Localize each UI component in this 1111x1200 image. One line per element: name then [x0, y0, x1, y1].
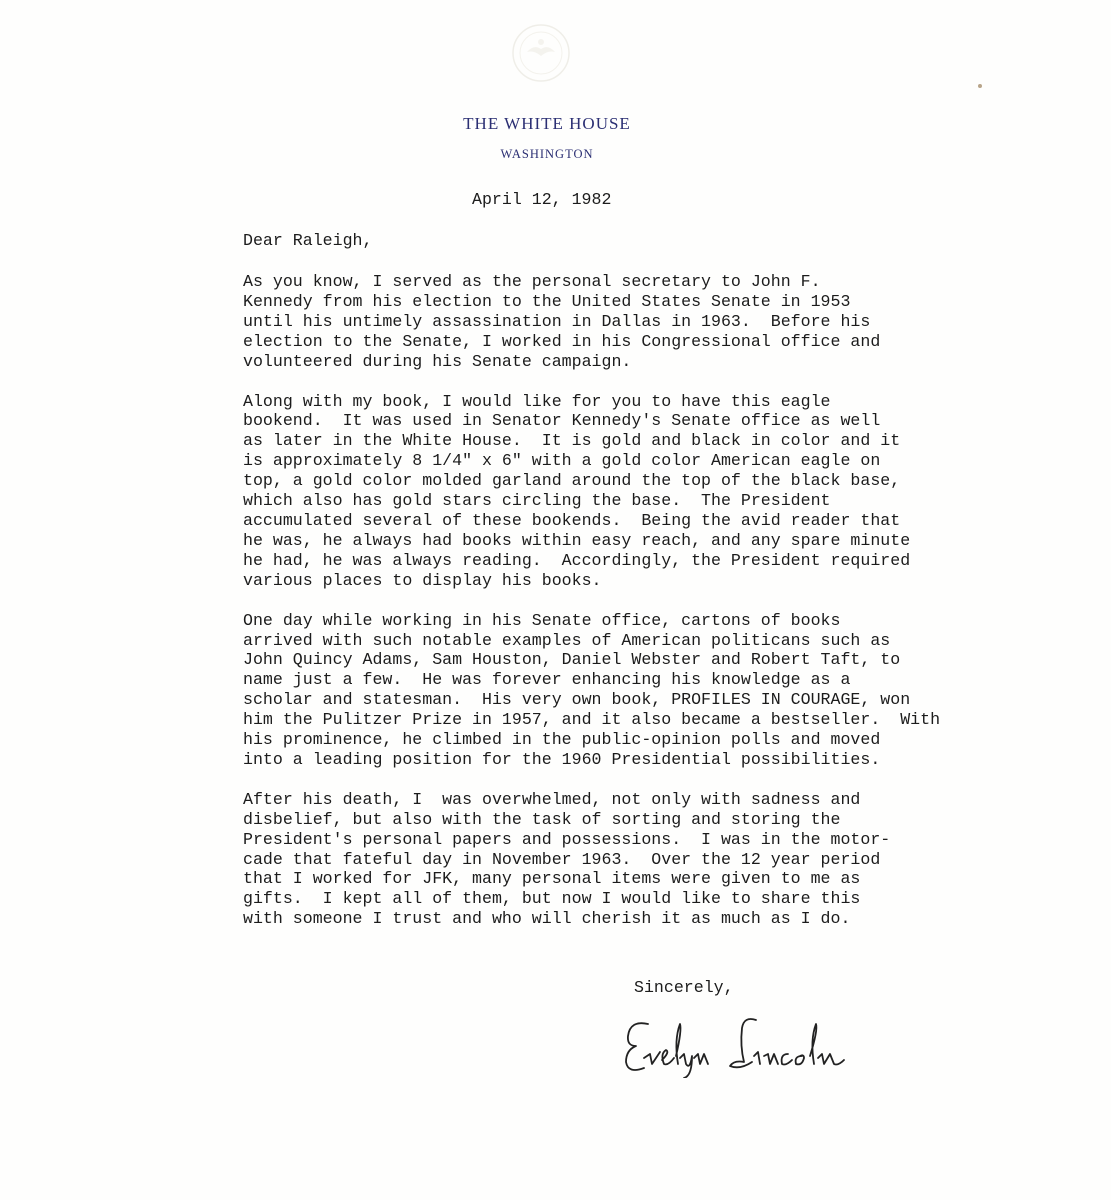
paper-speck: [978, 84, 982, 88]
body-paragraph-4: After his death, I was overwhelmed, not only with sadness and disbelief, but also with the task of sorting and storing the President's personal papers and possessions. I was in the motor- cade that fateful day in November 1963. Over the 12 year period that I worked for JFK, many personal items were given to me as gifts. I kept all of them, but now I would like to share this with someone I trust and who will cherish it as much as I do.: [243, 789, 891, 929]
letter-date: April 12, 1982: [472, 190, 612, 209]
letter-closing: Sincerely,: [634, 978, 734, 997]
letterhead-subtitle: WASHINGTON: [500, 147, 594, 161]
handwritten-signature: [618, 1010, 868, 1078]
letter-salutation: Dear Raleigh,: [243, 231, 373, 250]
letter-body: [243, 272, 941, 949]
body-paragraph-3: One day while working in his Senate office, cartons of books arrived with such notable examples of American politicans such as John Quincy Adams, Sam Houston, Daniel Webster and Robert Taft, to name just a few. He was forever enhancing his knowledge as a scholar and statesman. His very own book, PROFILES IN COURAGE, won him the Pulitzer Prize in 1957, and it also became a bestseller. With his prominence, he climbed in the public-opinion polls and moved into a leading position for the 1960 Presidential possibilities.: [243, 610, 941, 769]
letterhead-title: THE WHITE HOUSE: [463, 114, 631, 133]
body-paragraph-1: As you know, I served as the personal secretary to John F. Kennedy from his election to the United States Senate in 1953 until his untimely assassination in Dallas in 1963. Before his election to the Senate, I worked in his Congressional office and volunteered during his Senate campaign.: [243, 272, 881, 371]
body-paragraph-2: Along with my book, I would like for you to have this eagle bookend. It was used in Senator Kennedy's Senate office as well as later in the White House. It is gold and black in color and it is approximately 8 1/4" x 6" with a gold color American eagle on top, a gold color molded garland around the top of the black base, which also has gold stars circling the base. The President accumulated several of these bookends. Being the avid reader that he was, he always had books within easy reach, and any spare minute he had, he was always reading. Accordingly, the President required various places to display his books.: [243, 391, 911, 590]
presidential-seal-emblem: [510, 22, 572, 84]
